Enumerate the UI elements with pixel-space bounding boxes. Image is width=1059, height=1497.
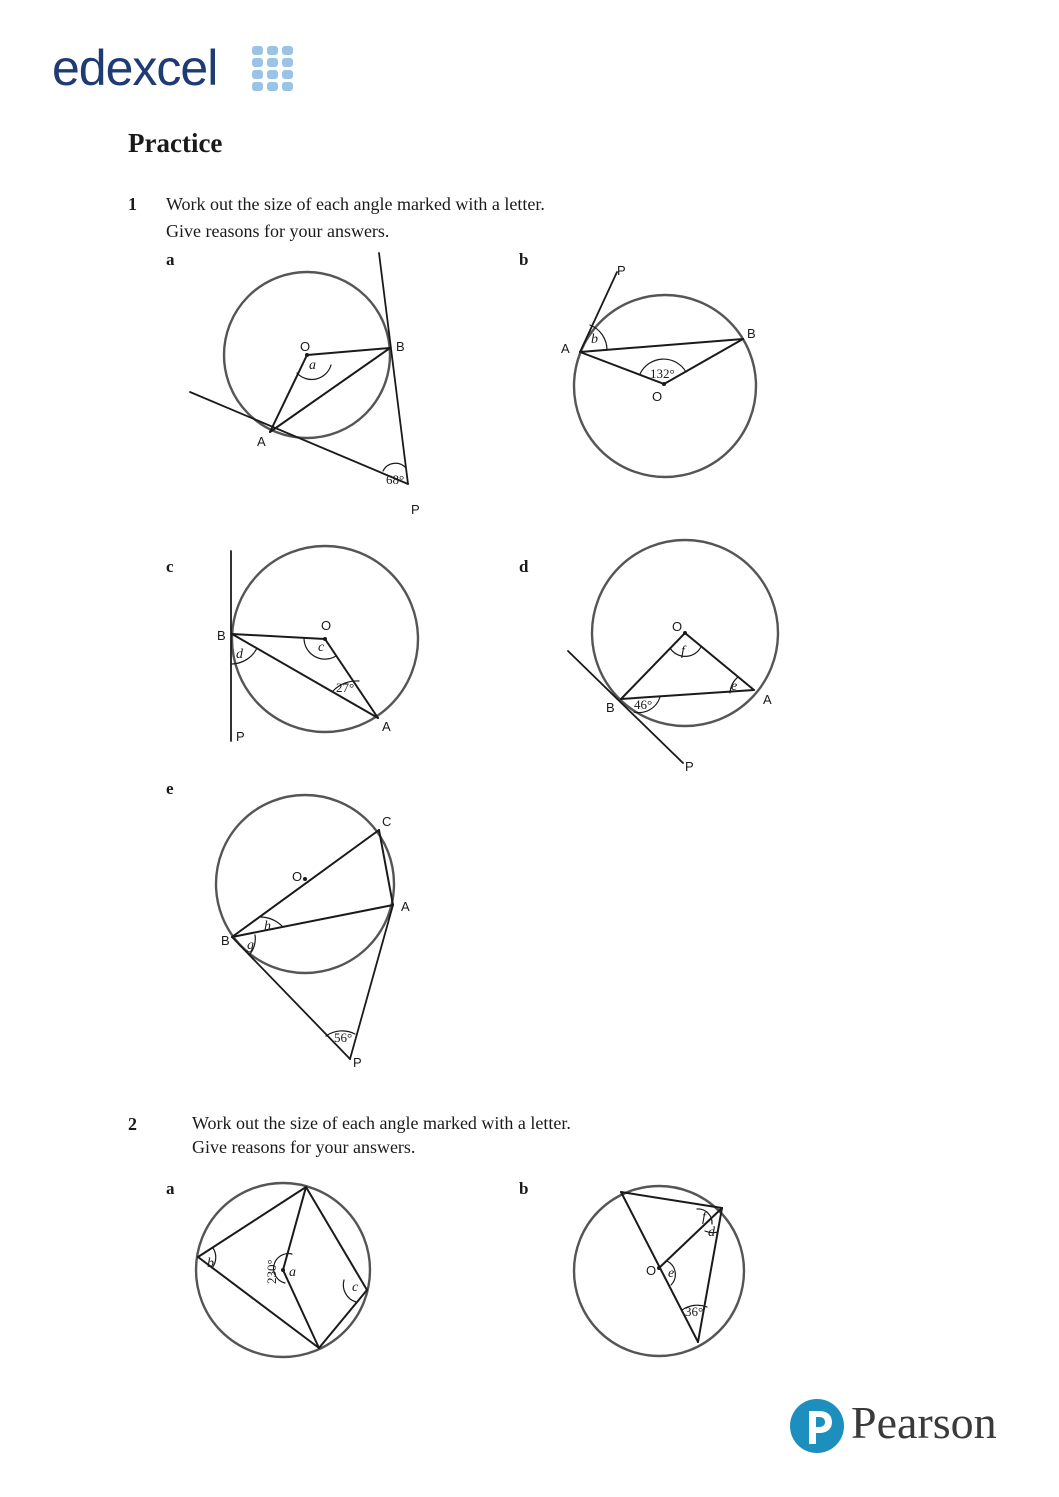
q1c-angle-27: 27° (336, 680, 355, 695)
q1d-point-O: O (672, 619, 683, 634)
q1c-unknown-d: d (236, 647, 243, 662)
q1-part-d-label: d (519, 557, 529, 576)
q2b-unknown-e: e (668, 1266, 675, 1281)
q1a-diagram (190, 253, 408, 484)
q1e-point-A: A (401, 899, 410, 914)
q1a-point-A: A (257, 434, 266, 449)
page-title: Practice (128, 128, 223, 158)
q2b-unknown-d: d (708, 1225, 715, 1240)
q1-part-b-label: b (519, 250, 529, 269)
q1b-point-A: A (561, 341, 570, 356)
q1e-point-P: P (353, 1055, 362, 1070)
q1c-diagram (231, 546, 418, 741)
q1a-point-P: P (411, 502, 420, 517)
q1c-unknown-c: c (318, 640, 325, 655)
q1-part-a-label: a (166, 250, 175, 269)
q1d-unknown-f: f (681, 644, 685, 659)
q1b-point-B: B (747, 326, 756, 341)
q1c-point-B: B (217, 628, 226, 643)
q2b-unknown-f: f (702, 1210, 706, 1225)
q1a-unknown-a: a (309, 358, 316, 373)
q1e-unknown-g: g (247, 938, 254, 953)
q1-part-c-label: c (166, 557, 174, 576)
q1c-point-P: P (236, 729, 245, 744)
q1d-point-A: A (763, 692, 772, 707)
q2a-unknown-c: c (352, 1280, 359, 1295)
q1b-angle-132: 132° (650, 366, 675, 381)
pearson-p-icon (789, 1398, 845, 1454)
q1e-angle-56: 56° (334, 1030, 353, 1045)
q1d-diagram (568, 540, 778, 763)
question-1-number: 1 (128, 194, 137, 214)
q2b-diagram (574, 1186, 744, 1356)
q1e-point-O: O (292, 869, 303, 884)
question-1-line1: Work out the size of each angle marked with a letter. (166, 194, 545, 214)
pearson-wordmark: Pearson (851, 1397, 997, 1448)
q1a-angle-68: 68° (386, 472, 405, 487)
q1e-point-C: C (382, 814, 392, 829)
question-2-line2: Give reasons for your answers. (192, 1137, 416, 1157)
q2b-point-O: O (646, 1263, 657, 1278)
q1d-angle-46: 46° (634, 697, 653, 712)
q1-part-e-label: e (166, 779, 174, 798)
q2-part-a-label: a (166, 1179, 175, 1198)
q2b-angle-36: 36° (685, 1304, 704, 1319)
q2-part-b-label: b (519, 1179, 529, 1198)
q2a-angle-230: 230° (264, 1259, 279, 1284)
q1a-point-B: B (396, 339, 405, 354)
question-2-line1: Work out the size of each angle marked with a letter. (192, 1113, 571, 1133)
q1e-diagram (216, 795, 394, 1059)
q1c-point-O: O (321, 618, 332, 633)
q1d-point-P: P (685, 759, 694, 774)
q1d-unknown-e: e (731, 679, 738, 694)
q2a-unknown-a: a (289, 1265, 296, 1280)
q1e-point-B: B (221, 933, 230, 948)
edexcel-logo: edexcel (52, 40, 218, 96)
q1b-point-O: O (652, 389, 663, 404)
q1c-point-A: A (382, 719, 391, 734)
question-1-line2: Give reasons for your answers. (166, 221, 390, 241)
q1d-point-B: B (606, 700, 615, 715)
question-2-number: 2 (128, 1114, 137, 1134)
q1b-point-P: P (617, 263, 626, 278)
q2a-unknown-b: b (207, 1256, 214, 1271)
q1e-unknown-h: h (264, 919, 271, 934)
q1b-unknown-b: b (591, 332, 598, 347)
q1a-point-O: O (300, 339, 311, 354)
